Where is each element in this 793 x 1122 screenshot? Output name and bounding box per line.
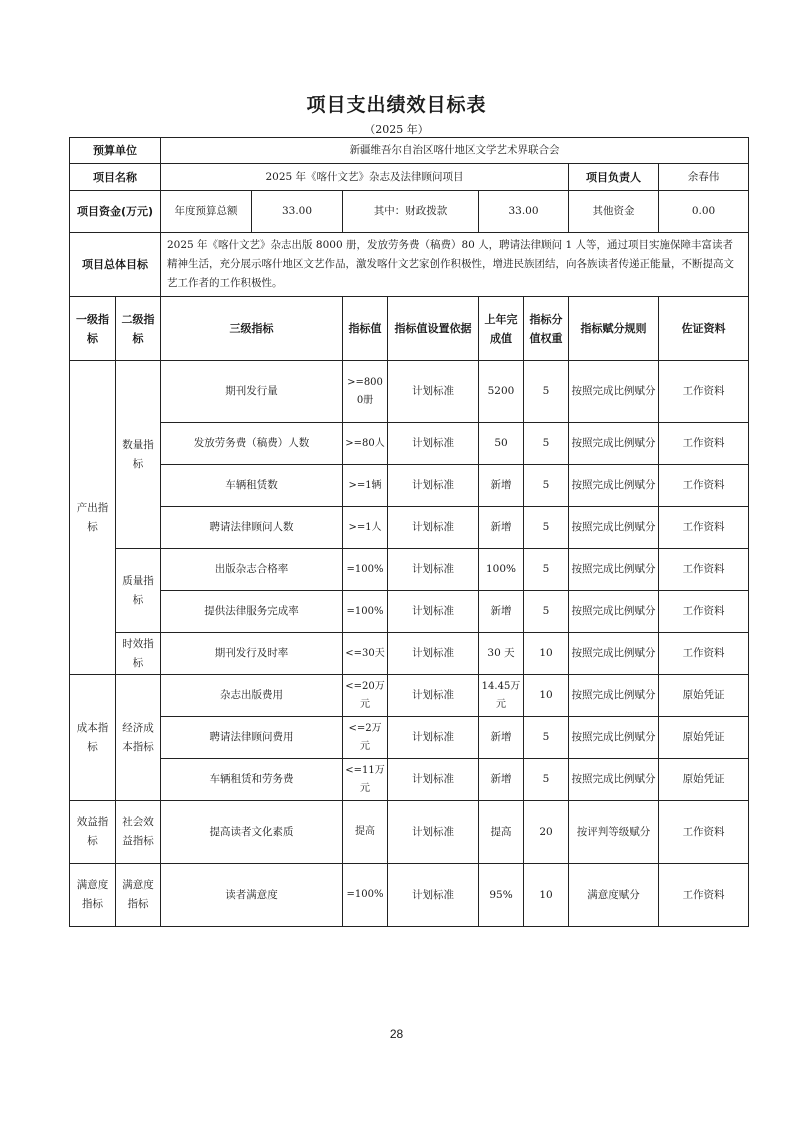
indicator-last-year: 5200	[479, 361, 524, 423]
col-level3: 三级指标	[161, 297, 343, 361]
performance-table	[69, 137, 749, 927]
annual-budget-value: 33.00	[252, 191, 343, 233]
indicator-name: 读者满意度	[161, 864, 343, 927]
indicator-basis: 计划标准	[388, 759, 479, 801]
indicator-last-year: 新增	[479, 759, 524, 801]
indicator-basis: 计划标准	[388, 633, 479, 675]
indicator-value: =100%	[343, 864, 388, 927]
col-level1: 一级指标	[70, 297, 116, 361]
group-benefit: 效益指标	[70, 801, 116, 864]
indicator-name: 发放劳务费（稿费）人数	[161, 423, 343, 465]
indicator-name: 聘请法律顾问费用	[161, 717, 343, 759]
budget-unit-value: 新疆维吾尔自治区喀什地区文学艺术界联合会	[161, 138, 749, 164]
indicator-value: <=11万元	[343, 759, 388, 801]
indicator-last-year: 50	[479, 423, 524, 465]
indicator-basis: 计划标准	[388, 675, 479, 717]
col-level2: 二级指标	[116, 297, 161, 361]
indicator-rule: 按照完成比例赋分	[569, 675, 659, 717]
indicator-last-year: 14.45万元	[479, 675, 524, 717]
indicator-basis: 计划标准	[388, 423, 479, 465]
indicator-last-year: 30 天	[479, 633, 524, 675]
indicator-evidence: 原始凭证	[659, 759, 749, 801]
indicator-last-year: 新增	[479, 465, 524, 507]
group-economic-cost: 经济成本指标	[116, 675, 161, 801]
page-number: 28	[389, 1027, 404, 1041]
col-value: 指标值	[343, 297, 388, 361]
indicator-evidence: 原始凭证	[659, 675, 749, 717]
indicator-evidence: 工作资料	[659, 591, 749, 633]
indicator-rule: 按照完成比例赋分	[569, 465, 659, 507]
indicator-last-year: 新增	[479, 507, 524, 549]
indicator-basis: 计划标准	[388, 717, 479, 759]
col-basis: 指标值设置依据	[388, 297, 479, 361]
project-name-label: 项目名称	[70, 164, 161, 191]
project-name-value: 2025 年《喀什文艺》杂志及法律顾问项目	[161, 164, 569, 191]
indicator-name: 提供法律服务完成率	[161, 591, 343, 633]
indicator-value: >=8000册	[343, 361, 388, 423]
indicator-value: >=80人	[343, 423, 388, 465]
indicator-name: 杂志出版费用	[161, 675, 343, 717]
indicator-weight: 5	[524, 465, 569, 507]
indicator-value: =100%	[343, 591, 388, 633]
group-satisfaction-sub: 满意度指标	[116, 864, 161, 927]
fiscal-label: 其中：财政拨款	[343, 191, 479, 233]
indicator-value: <=2万元	[343, 717, 388, 759]
col-last-year: 上年完成值	[479, 297, 524, 361]
other-funds-label: 其他资金	[569, 191, 659, 233]
indicator-rule: 满意度赋分	[569, 864, 659, 927]
indicator-last-year: 新增	[479, 717, 524, 759]
goal-label: 项目总体目标	[70, 233, 161, 297]
indicator-basis: 计划标准	[388, 549, 479, 591]
indicator-weight: 5	[524, 507, 569, 549]
indicator-name: 车辆租赁数	[161, 465, 343, 507]
indicator-rule: 按照完成比例赋分	[569, 361, 659, 423]
indicator-basis: 计划标准	[388, 361, 479, 423]
group-output: 产出指标	[70, 361, 116, 675]
funds-label: 项目资金(万元)	[70, 191, 161, 233]
indicator-rule: 按评判等级赋分	[569, 801, 659, 864]
indicator-rule: 按照完成比例赋分	[569, 633, 659, 675]
budget-unit-label: 预算单位	[70, 138, 161, 164]
indicator-name: 提高读者文化素质	[161, 801, 343, 864]
indicator-evidence: 工作资料	[659, 633, 749, 675]
indicator-rule: 按照完成比例赋分	[569, 759, 659, 801]
indicator-rule: 按照完成比例赋分	[569, 717, 659, 759]
indicator-value: >=1辆	[343, 465, 388, 507]
indicator-last-year: 提高	[479, 801, 524, 864]
indicator-name: 出版杂志合格率	[161, 549, 343, 591]
col-evidence: 佐证资料	[659, 297, 749, 361]
indicator-evidence: 工作资料	[659, 465, 749, 507]
fiscal-value: 33.00	[479, 191, 569, 233]
page-title: 项目支出绩效目标表	[306, 94, 487, 116]
indicator-weight: 5	[524, 759, 569, 801]
indicator-rule: 按照完成比例赋分	[569, 423, 659, 465]
owner-label: 项目负责人	[569, 164, 659, 191]
indicator-last-year: 100%	[479, 549, 524, 591]
indicator-evidence: 工作资料	[659, 549, 749, 591]
indicator-value: <=20万元	[343, 675, 388, 717]
annual-budget-label: 年度预算总额	[161, 191, 252, 233]
indicator-weight: 10	[524, 633, 569, 675]
indicator-basis: 计划标准	[388, 864, 479, 927]
group-cost: 成本指标	[70, 675, 116, 801]
indicator-weight: 5	[524, 549, 569, 591]
owner-value: 余春伟	[659, 164, 749, 191]
indicator-value: <=30天	[343, 633, 388, 675]
indicator-evidence: 工作资料	[659, 801, 749, 864]
group-social-benefit: 社会效益指标	[116, 801, 161, 864]
goal-text: 2025 年《喀什文艺》杂志出版 8000 册，发放劳务费（稿费）80 人，聘请法律顾问 1 人等，通过项目实施保障丰富读者精神生活，充分展示喀什地区文艺作品，激发喀什文艺家创作积极性，增进民族团结，向各族读者传递正能量，不断提高文艺工作者的工作积极性。	[161, 233, 749, 297]
indicator-weight: 5	[524, 361, 569, 423]
indicator-rule: 按照完成比例赋分	[569, 507, 659, 549]
indicator-basis: 计划标准	[388, 507, 479, 549]
indicator-evidence: 工作资料	[659, 361, 749, 423]
indicator-evidence: 工作资料	[659, 423, 749, 465]
indicator-rule: 按照完成比例赋分	[569, 549, 659, 591]
indicator-value: 提高	[343, 801, 388, 864]
indicator-weight: 10	[524, 675, 569, 717]
indicator-last-year: 95%	[479, 864, 524, 927]
indicator-name: 期刊发行量	[161, 361, 343, 423]
group-satisfaction: 满意度指标	[70, 864, 116, 927]
col-weight: 指标分值权重	[524, 297, 569, 361]
indicator-rule: 按照完成比例赋分	[569, 591, 659, 633]
col-rule: 指标赋分规则	[569, 297, 659, 361]
indicator-weight: 5	[524, 423, 569, 465]
indicator-name: 期刊发行及时率	[161, 633, 343, 675]
indicator-basis: 计划标准	[388, 591, 479, 633]
indicator-basis: 计划标准	[388, 465, 479, 507]
indicator-weight: 5	[524, 591, 569, 633]
indicator-evidence: 工作资料	[659, 507, 749, 549]
indicator-basis: 计划标准	[388, 801, 479, 864]
indicator-evidence: 工作资料	[659, 864, 749, 927]
indicator-last-year: 新增	[479, 591, 524, 633]
indicator-evidence: 原始凭证	[659, 717, 749, 759]
indicator-weight: 10	[524, 864, 569, 927]
indicator-value: =100%	[343, 549, 388, 591]
year-label: （2025 年）	[364, 123, 429, 136]
group-timeliness: 时效指标	[116, 633, 161, 675]
indicator-weight: 5	[524, 717, 569, 759]
indicator-weight: 20	[524, 801, 569, 864]
indicator-value: >=1人	[343, 507, 388, 549]
group-quality: 质量指标	[116, 549, 161, 633]
indicator-name: 车辆租赁和劳务费	[161, 759, 343, 801]
group-quantity: 数量指标	[116, 361, 161, 549]
other-funds-value: 0.00	[659, 191, 749, 233]
indicator-name: 聘请法律顾问人数	[161, 507, 343, 549]
